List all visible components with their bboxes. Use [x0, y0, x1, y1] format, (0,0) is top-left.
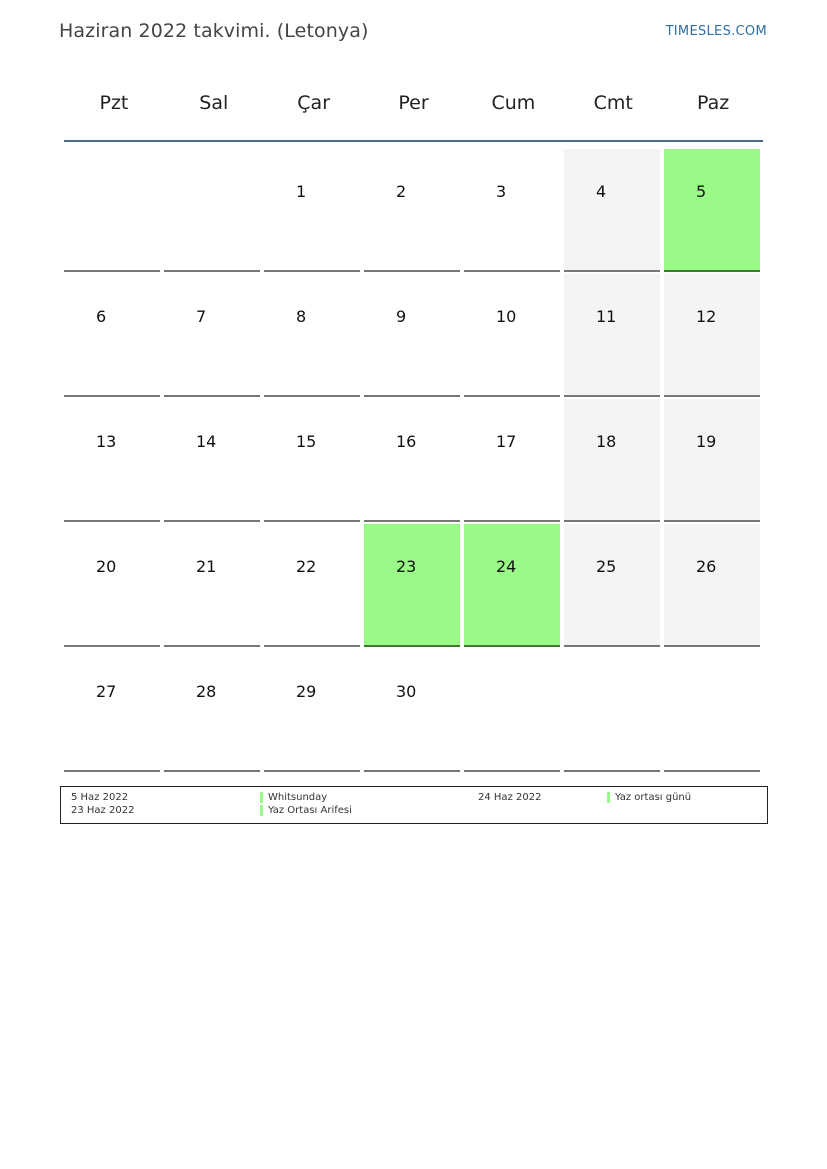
day-number: 12 [696, 307, 717, 326]
day-number: 19 [696, 432, 717, 451]
weekday-sat: Cmt [593, 92, 633, 114]
calendar-day-cell[interactable] [64, 649, 160, 772]
day-number: 14 [196, 432, 217, 451]
calendar-week-row [64, 149, 764, 274]
page-title: Haziran 2022 takvimi. (Letonya) [59, 20, 369, 42]
calendar-empty-cell [464, 649, 560, 772]
day-number: 2 [396, 182, 407, 201]
legend-color-marker [260, 805, 263, 816]
legend-holiday-name: Yaz Ortası Arifesi [268, 805, 352, 816]
day-number: 1 [296, 182, 307, 201]
calendar-week-row [64, 274, 764, 399]
calendar-day-cell[interactable] [564, 524, 660, 647]
calendar-day-cell[interactable] [164, 649, 260, 772]
day-number: 25 [596, 557, 617, 576]
calendar-day-cell[interactable] [464, 524, 560, 647]
legend-holiday-name: Whitsunday [268, 792, 328, 803]
legend-date: 5 Haz 2022 [71, 792, 129, 803]
calendar-day-cell[interactable] [64, 524, 160, 647]
calendar-day-cell[interactable] [364, 149, 460, 272]
day-number: 11 [596, 307, 617, 326]
calendar-day-cell[interactable] [364, 524, 460, 647]
calendar-day-cell[interactable] [664, 274, 760, 397]
day-number: 26 [696, 557, 717, 576]
day-number: 10 [496, 307, 517, 326]
day-number: 20 [96, 557, 117, 576]
day-number: 21 [196, 557, 217, 576]
calendar-week-row [64, 524, 764, 649]
calendar-day-cell[interactable] [564, 149, 660, 272]
weekday-thu: Per [398, 92, 429, 114]
day-number: 15 [296, 432, 317, 451]
calendar-day-cell[interactable] [364, 399, 460, 522]
day-number: 30 [396, 682, 417, 701]
brand-link[interactable]: TIMESLES.COM [665, 24, 767, 39]
calendar-day-cell[interactable] [464, 149, 560, 272]
calendar-day-cell[interactable] [564, 274, 660, 397]
day-number: 23 [396, 557, 417, 576]
weekday-tue: Sal [199, 92, 229, 114]
calendar-grid [64, 149, 764, 774]
weekday-wed: Çar [297, 92, 331, 114]
day-number: 27 [96, 682, 117, 701]
calendar-day-cell[interactable] [164, 274, 260, 397]
legend-date: 23 Haz 2022 [71, 805, 135, 816]
calendar-day-cell[interactable] [264, 399, 360, 522]
day-number: 17 [496, 432, 517, 451]
day-number: 18 [596, 432, 617, 451]
day-number: 9 [396, 307, 407, 326]
legend-date: 24 Haz 2022 [478, 792, 542, 803]
calendar-day-cell[interactable] [464, 399, 560, 522]
calendar-day-cell[interactable] [264, 149, 360, 272]
calendar-day-cell[interactable] [264, 274, 360, 397]
day-number: 16 [396, 432, 417, 451]
calendar-empty-cell [664, 649, 760, 772]
day-number: 7 [196, 307, 207, 326]
legend-color-marker [607, 792, 610, 803]
calendar-day-cell[interactable] [164, 524, 260, 647]
calendar-empty-cell [164, 149, 260, 272]
calendar-day-cell[interactable] [164, 399, 260, 522]
calendar-day-cell[interactable] [264, 524, 360, 647]
calendar-week-row [64, 649, 764, 774]
day-number: 6 [96, 307, 107, 326]
calendar-week-row [64, 399, 764, 524]
calendar-day-cell[interactable] [364, 274, 460, 397]
day-number: 3 [496, 182, 507, 201]
day-number: 5 [696, 182, 707, 201]
weekday-header-row [64, 70, 763, 142]
weekday-mon: Pzt [99, 92, 129, 114]
weekday-sun: Paz [696, 92, 730, 114]
calendar-day-cell[interactable] [664, 524, 760, 647]
holiday-legend [60, 786, 768, 824]
legend-holiday-name: Yaz ortası günü [615, 792, 692, 803]
calendar-day-cell[interactable] [664, 399, 760, 522]
day-number: 4 [596, 182, 607, 201]
calendar-empty-cell [564, 649, 660, 772]
day-number: 22 [296, 557, 317, 576]
calendar-day-cell[interactable] [264, 649, 360, 772]
day-number: 28 [196, 682, 217, 701]
day-number: 8 [296, 307, 307, 326]
day-number: 29 [296, 682, 317, 701]
day-number: 24 [496, 557, 517, 576]
calendar-day-cell[interactable] [564, 399, 660, 522]
calendar-day-cell[interactable] [364, 649, 460, 772]
calendar-day-cell[interactable] [664, 149, 760, 272]
day-number: 13 [96, 432, 117, 451]
calendar-empty-cell [64, 149, 160, 272]
legend-color-marker [260, 792, 263, 803]
calendar-day-cell[interactable] [64, 399, 160, 522]
calendar-day-cell[interactable] [64, 274, 160, 397]
calendar-day-cell[interactable] [464, 274, 560, 397]
weekday-fri: Cum [491, 92, 536, 114]
